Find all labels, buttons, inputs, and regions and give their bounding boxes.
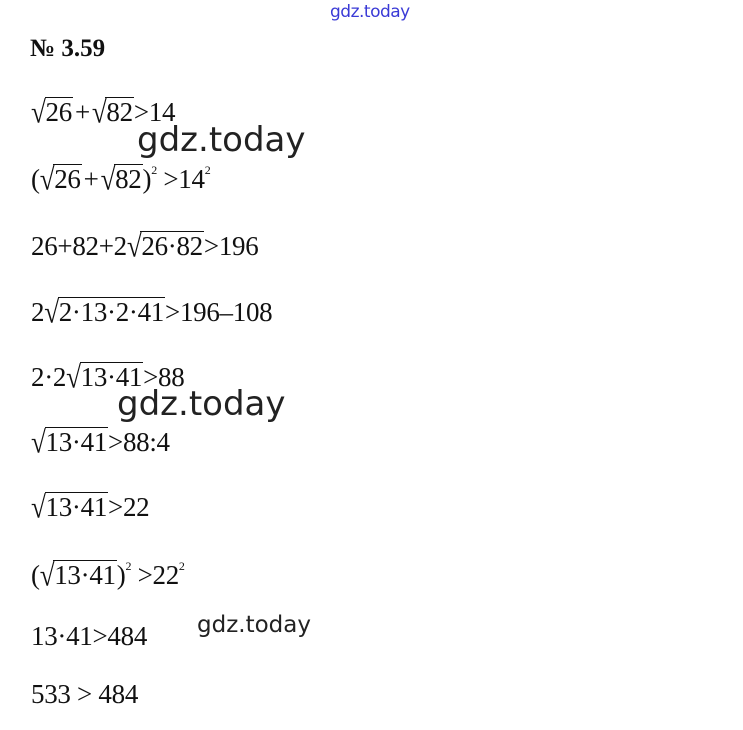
watermark-top: gdz.today xyxy=(330,2,410,22)
sqrt-product: √13·41 xyxy=(39,557,116,593)
step-7: √13·41>22 xyxy=(31,489,150,525)
sqrt-product: √13·41 xyxy=(66,359,143,395)
sqrt-82: √82 xyxy=(100,161,142,197)
sqrt-product: √13·41 xyxy=(31,424,108,460)
sqrt-26: √26 xyxy=(39,161,81,197)
step-6: √13·41>88:4 xyxy=(31,424,170,460)
step-10: 533 > 484 xyxy=(31,679,139,709)
watermark-3: gdz.today xyxy=(197,612,311,638)
step-4: 2√2·13·2·41>196–108 xyxy=(31,294,273,330)
problem-number: № 3.59 xyxy=(30,35,106,62)
sqrt-product: √26·82 xyxy=(126,228,203,264)
sqrt-26: √26 xyxy=(31,94,72,130)
watermark-2: gdz.today xyxy=(117,384,286,424)
sqrt-product: √13·41 xyxy=(31,489,108,525)
watermark-1: gdz.today xyxy=(137,120,306,160)
step-8: $(√13\cdot 41)^2 >22^2$ xyxy=(31,557,185,593)
step-9: 13·41>484 xyxy=(31,621,148,651)
step-3: 26+82+2√26·82>196 xyxy=(31,228,259,264)
step-2: $(√26 +√82)^2 >14^2$ xyxy=(31,161,211,197)
sqrt-product: √2·13·2·41 xyxy=(44,294,165,330)
step-1: √26 +√82>14 xyxy=(31,94,176,130)
sqrt-82: √82 xyxy=(91,94,133,130)
step-5: 2·2√13·41>88 xyxy=(31,359,185,395)
